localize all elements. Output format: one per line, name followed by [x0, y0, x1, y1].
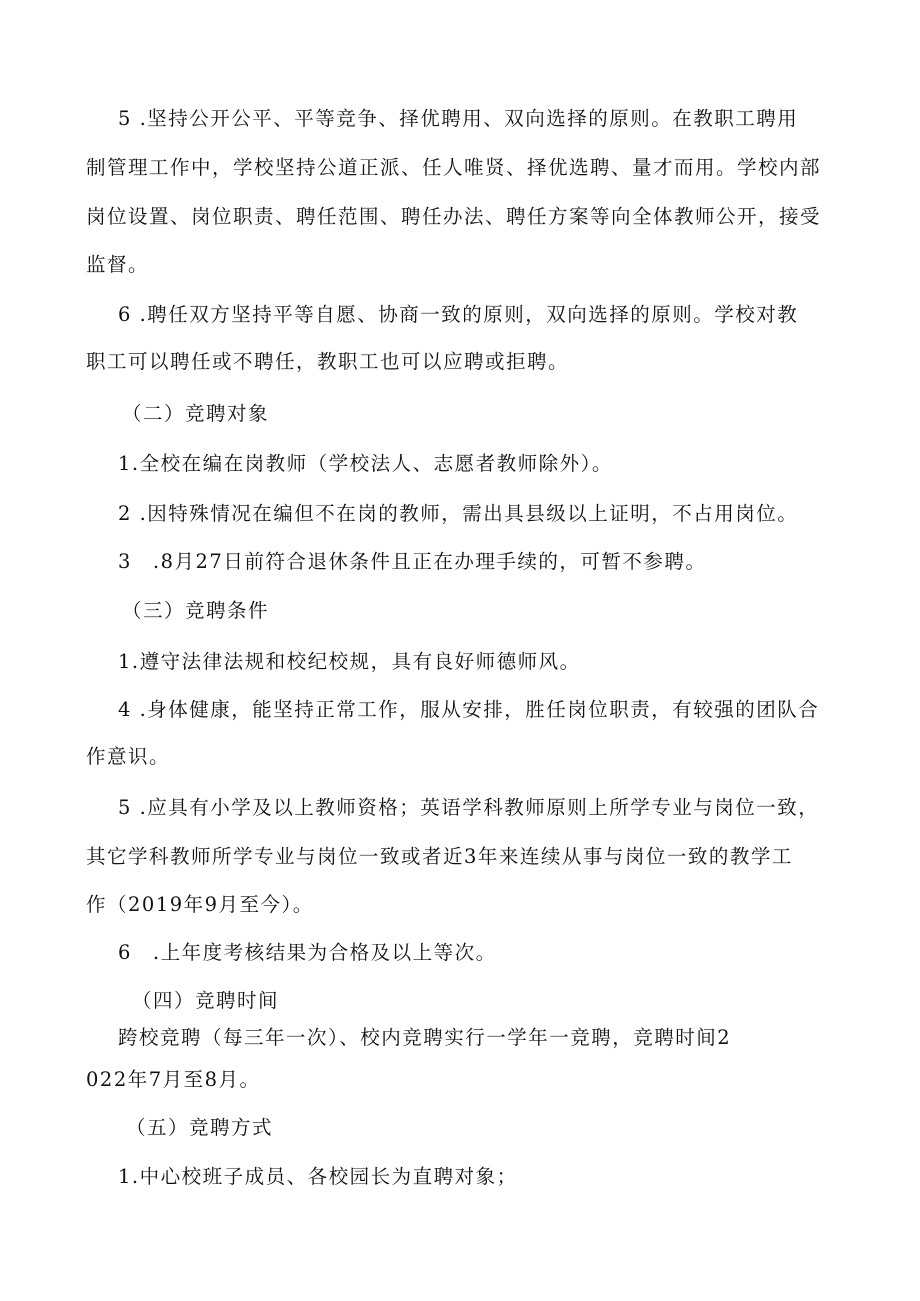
list-item-5-continued: 其它学科教师所学专业与岗位一致或者近3年来连续从事与岗位一致的教学工 — [86, 845, 793, 868]
list-item-1: 1.中心校班子成员、各校园长为直聘对象； — [118, 1165, 518, 1188]
list-item-4: 4 .身体健康，能坚持正常工作，服从安排，胜任岗位职责，有较强的团队合 — [118, 698, 820, 721]
paragraph-line-5-3: 岗位设置、岗位职责、聘任范围、聘任办法、聘任方案等向全体教师公开，接受 — [86, 205, 822, 228]
section-heading-4: （四）竞聘时间 — [132, 989, 280, 1012]
paragraph-line-6-1: 6 .聘任双方坚持平等自愿、协商一致的原则，双向选择的原则。学校对教 — [118, 303, 799, 326]
list-item-5-continued: 作（2019年9月至今）。 — [86, 893, 314, 916]
section-heading-2: （二）竞聘对象 — [122, 402, 270, 425]
paragraph-line-time-2: 022年7月至8月。 — [86, 1068, 261, 1091]
list-item-1: 1.遵守法律法规和校纪校规，具有良好师德师风。 — [118, 650, 581, 673]
paragraph-line-time-1: 跨校竞聘（每三年一次）、校内竞聘实行一学年一竞聘，竞聘时间2 — [118, 1026, 732, 1049]
list-item-5: 5 .应具有小学及以上教师资格；英语学科教师原则上所学专业与岗位一致， — [118, 796, 820, 819]
section-heading-3: （三）竞聘条件 — [122, 599, 270, 622]
list-item-4-continued: 作意识。 — [86, 745, 171, 768]
paragraph-line-5-2: 制管理工作中，学校坚持公道正派、任人唯贤、择优选聘、量才而用。学校内部 — [86, 156, 822, 179]
paragraph-line-6-2: 职工可以聘任或不聘任，教职工也可以应聘或拒聘。 — [86, 350, 570, 373]
section-heading-5: （五）竞聘方式 — [126, 1116, 274, 1139]
list-item-1: 1.全校在编在岗教师（学校法人、志愿者教师除外）。 — [118, 452, 613, 475]
list-item-2: 2 .因特殊情况在编但不在岗的教师，需出具县级以上证明，不占用岗位。 — [118, 502, 799, 525]
paragraph-line-5-4: 监督。 — [86, 253, 150, 276]
list-item-3: 3 .8月27日前符合退休条件且正在办理手续的，可暂不参聘。 — [118, 550, 707, 573]
list-item-6: 6 .上年度考核结果为合格及以上等次。 — [118, 941, 497, 964]
paragraph-line-5-1: 5 .坚持公开公平、平等竞争、择优聘用、双向选择的原则。在教职工聘用 — [118, 107, 799, 130]
